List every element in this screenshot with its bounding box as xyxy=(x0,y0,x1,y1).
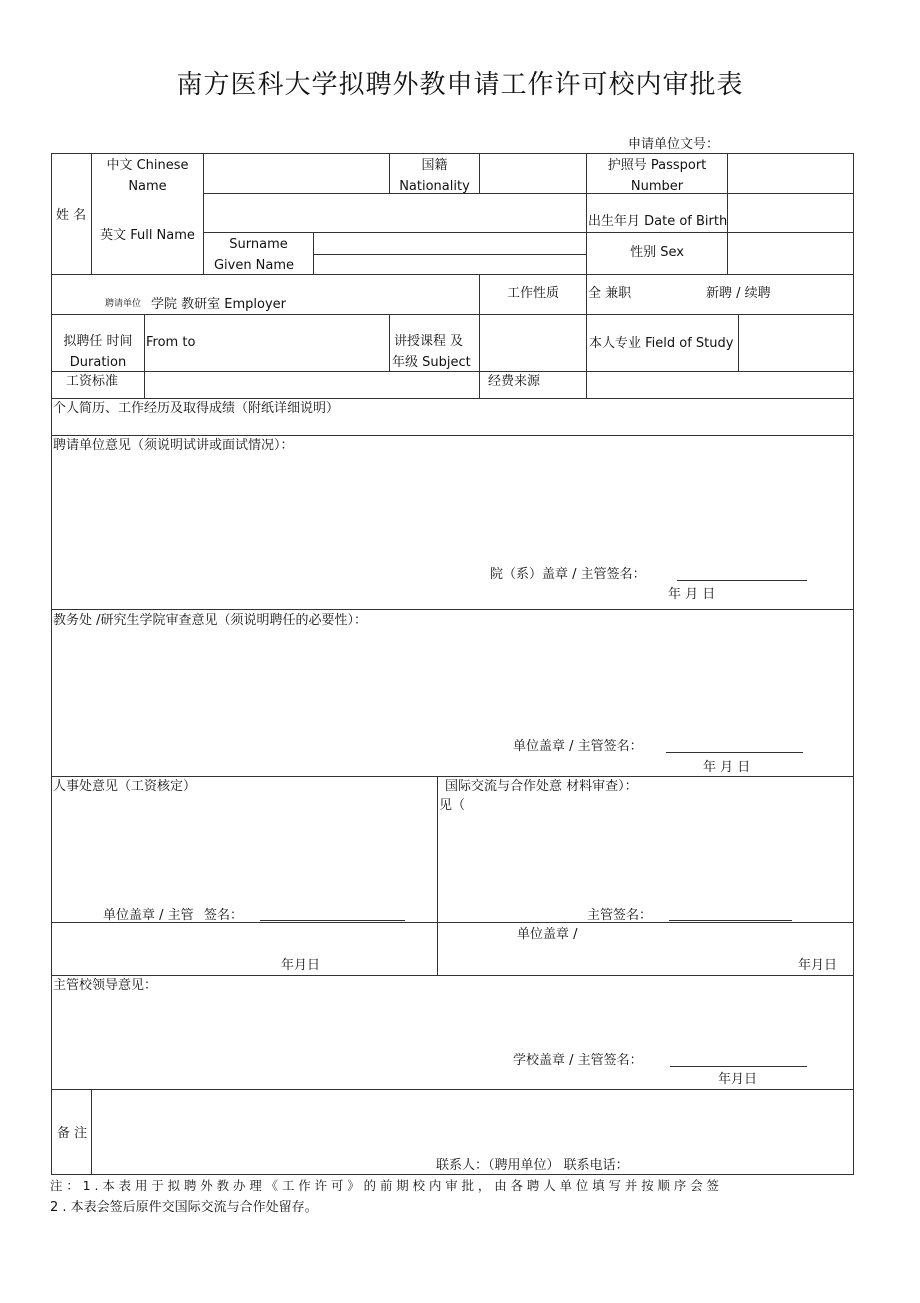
remarks-label: 备 注 xyxy=(57,1126,88,1141)
remarks-field[interactable] xyxy=(94,1092,850,1152)
hr-opinion-sign-prefix: 单位盖章 / 主管 xyxy=(103,908,194,923)
grid-line xyxy=(313,232,314,274)
grid-line xyxy=(51,435,854,436)
intl-opinion-field[interactable] xyxy=(441,818,850,900)
resume-label: 个人简历、工作经历及取得成绩（附纸详细说明） xyxy=(53,401,340,416)
passport-label-en: Number xyxy=(630,179,684,194)
grid-line xyxy=(586,314,587,398)
nationality-label-en: Nationality xyxy=(399,179,470,194)
intl-opinion-stamp: 单位盖章 / xyxy=(517,927,578,942)
english-name-label: 英文 Full Name xyxy=(100,228,195,243)
hr-opinion-field[interactable] xyxy=(54,798,434,898)
passport-label: 护照号 Passport xyxy=(607,158,707,173)
grid-line xyxy=(389,314,390,371)
field-of-study-label: 本人专业 Field of Study xyxy=(589,336,734,351)
salary-field[interactable] xyxy=(147,374,476,396)
grid-line xyxy=(51,274,854,275)
grid-line xyxy=(91,1089,92,1175)
grid-line xyxy=(203,232,586,233)
birth-date-field[interactable] xyxy=(730,196,851,230)
doc-number-label: 申请单位文号： xyxy=(628,137,720,152)
employer-opinion-date: 年 月 日 xyxy=(668,587,716,602)
grid-line xyxy=(479,153,480,193)
chinese-name-field[interactable] xyxy=(206,156,386,190)
table-border-top xyxy=(51,153,854,154)
grid-line xyxy=(479,314,480,398)
page-title: 南方医科大学拟聘外教申请工作许可校内审批表 xyxy=(176,70,744,100)
employer-small-label: 聘请单位 xyxy=(105,299,142,309)
name-label: 姓 名 xyxy=(56,208,87,223)
given-name-field[interactable] xyxy=(316,256,584,272)
intl-opinion-sign: 主管签名： xyxy=(587,908,653,923)
fund-source-field[interactable] xyxy=(589,374,851,396)
grid-line xyxy=(586,232,854,233)
sex-label: 性别 Sex xyxy=(630,245,684,260)
birth-date-label: 出生年月 Date of Birth xyxy=(588,214,728,229)
duration-field[interactable] xyxy=(200,317,386,368)
grid-line xyxy=(51,776,854,777)
nationality-label: 国籍 xyxy=(421,158,448,173)
grid-line xyxy=(51,975,854,976)
grid-line xyxy=(51,609,854,610)
leader-opinion-field[interactable] xyxy=(54,996,850,1046)
hr-opinion-date: 年月日 xyxy=(281,958,321,973)
grid-line xyxy=(51,1089,854,1090)
grid-line xyxy=(51,371,854,372)
duration-label: 拟聘任 时间 xyxy=(63,334,133,349)
fund-source-label: 经费来源 xyxy=(488,374,541,389)
employer-signature-line[interactable] xyxy=(677,580,807,581)
subject-field[interactable] xyxy=(482,317,583,368)
grid-line xyxy=(586,274,587,314)
leader-signature-line[interactable] xyxy=(670,1066,807,1067)
grid-line xyxy=(203,193,854,194)
english-name-field[interactable] xyxy=(206,196,583,230)
subject-label-en: 年级 Subject xyxy=(392,355,471,370)
passport-field[interactable] xyxy=(730,156,851,190)
academic-signature-line[interactable] xyxy=(666,752,803,753)
employer-label: 学院 教研室 Employer xyxy=(151,297,286,312)
grid-line xyxy=(203,153,204,274)
intl-signature-line[interactable] xyxy=(669,920,792,921)
hr-opinion-label: 人事处意见（工资核定） xyxy=(53,779,197,794)
notes-line-2: 2 . 本表会签后原件交国际交流与合作处留存。 xyxy=(50,1200,318,1215)
duration-label-en: Duration xyxy=(69,355,127,370)
surname-field[interactable] xyxy=(316,234,584,252)
grid-line xyxy=(51,314,854,315)
leader-opinion-label: 主管校领导意见： xyxy=(53,978,158,993)
table-border-left xyxy=(51,153,52,1175)
academic-opinion-sign: 单位盖章 / 主管签名： xyxy=(513,739,643,754)
chinese-name-label: 中文 Chinese xyxy=(106,158,189,173)
intl-opinion-label: 国际交流与合作处意 材料审查）： xyxy=(445,779,638,794)
job-nature-label: 工作性质 xyxy=(506,286,559,301)
job-type-option[interactable]: 全 兼职 xyxy=(588,286,632,301)
from-to-label: From to xyxy=(146,335,196,350)
academic-opinion-label: 教务处 /研究生学院审查意见（须说明聘任的必要性）： xyxy=(53,613,368,628)
grid-line xyxy=(144,314,145,398)
intl-opinion-label-2: 见（ xyxy=(439,798,466,813)
leader-opinion-sign: 学校盖章 / 主管签名： xyxy=(513,1053,643,1068)
salary-label: 工资标准 xyxy=(65,374,118,389)
grid-line xyxy=(51,398,854,399)
employer-opinion-field[interactable] xyxy=(54,456,850,556)
employer-opinion-label: 聘请单位意见（须说明试讲或面试情况）： xyxy=(53,438,294,453)
notes-line-1: 注 ： 1 . 本 表 用 于 拟 聘 外 教 办 理 《 工 作 许 可 》 的 前 期 校 内 审 批 ， 由 各 聘 人 单 位 填 写 并 按 顺 序 会 签 xyxy=(50,1178,719,1193)
chinese-name-label-en: Name xyxy=(128,179,167,194)
grid-line xyxy=(437,776,438,975)
table-border-right xyxy=(853,153,854,1175)
remarks-contact: 联系人：（聘用单位） 联系电话： xyxy=(436,1158,629,1173)
employer-opinion-sign: 院（系）盖章 / 主管签名： xyxy=(490,567,646,582)
table-border-bottom xyxy=(51,1174,854,1175)
surname-label: Surname xyxy=(229,237,288,252)
new-renew-option[interactable]: 新聘 / 续聘 xyxy=(706,286,771,301)
academic-opinion-date: 年 月 日 xyxy=(703,760,751,775)
hr-signature-line[interactable] xyxy=(260,920,405,921)
sex-field[interactable] xyxy=(730,235,851,272)
field-of-study-field[interactable] xyxy=(741,317,851,368)
intl-opinion-date: 年月日 xyxy=(798,958,838,973)
leader-opinion-date: 年月日 xyxy=(718,1072,758,1087)
grid-line xyxy=(314,254,586,255)
given-name-label: Given Name xyxy=(213,258,295,273)
academic-opinion-field[interactable] xyxy=(54,632,850,732)
subject-label: 讲授课程 及 xyxy=(394,334,464,349)
nationality-field[interactable] xyxy=(482,156,583,190)
hr-opinion-sign-suffix: 签名： xyxy=(204,908,244,923)
grid-line xyxy=(738,314,739,371)
